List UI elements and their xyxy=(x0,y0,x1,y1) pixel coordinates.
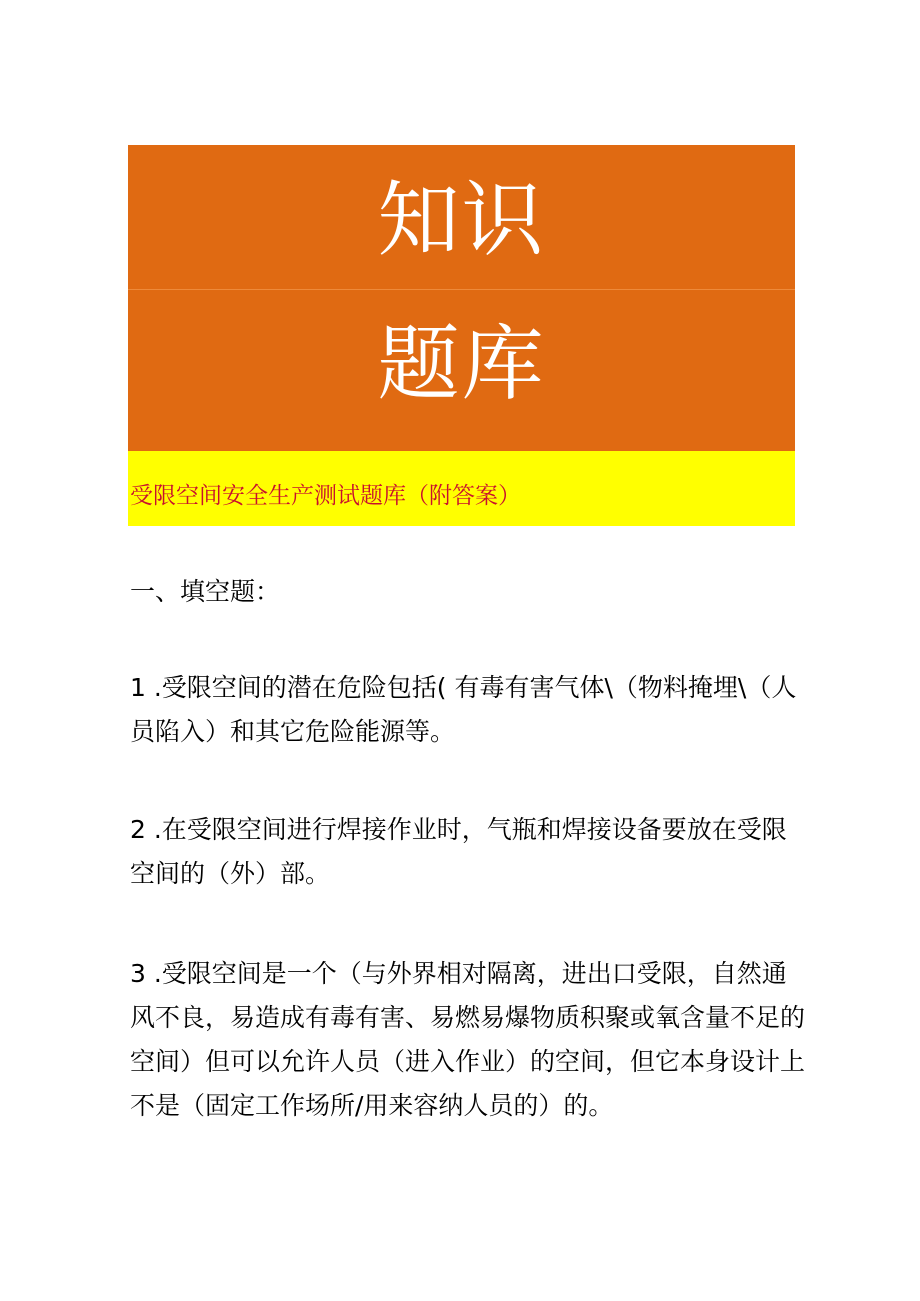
banner-divider xyxy=(128,289,795,290)
question-2-line-2: 空间的（外）部。 xyxy=(130,859,331,888)
subtitle-bar xyxy=(128,451,795,526)
banner-title-line-1: 知识 xyxy=(377,173,546,268)
section-heading-fill-in-blank: 一、填空题： xyxy=(130,577,281,606)
question-1 xyxy=(130,666,798,754)
document-subtitle: 受限空间安全生产测试题库（附答案） xyxy=(130,483,521,509)
question-3 xyxy=(130,952,806,1128)
question-1-line-2: 员陷入）和其它危险能源等。 xyxy=(130,717,456,746)
question-2 xyxy=(130,808,798,896)
title-banner xyxy=(128,145,795,451)
question-3-line-2: 风不良，易造成有毒有害、易燃易爆物质积聚或氧含量不足的 xyxy=(130,1003,806,1032)
banner-title-line-2: 题库 xyxy=(377,317,546,412)
question-3-line-3: 空间）但可以允许人员（进入作业）的空间，但它本身设计上 xyxy=(130,1047,806,1076)
question-1-line-1: 1 .受限空间的潜在危险包括( 有毒有害气体\（物料掩埋\（人 xyxy=(130,673,797,702)
question-2-line-1: 2 .在受限空间进行焊接作业时，气瓶和焊接设备要放在受限 xyxy=(130,815,787,844)
question-3-line-1: 3 .受限空间是一个（与外界相对隔离，进出口受限，自然通 xyxy=(130,959,787,988)
question-3-line-4: 不是（固定工作场所/用来容纳人员的）的。 xyxy=(130,1091,614,1120)
